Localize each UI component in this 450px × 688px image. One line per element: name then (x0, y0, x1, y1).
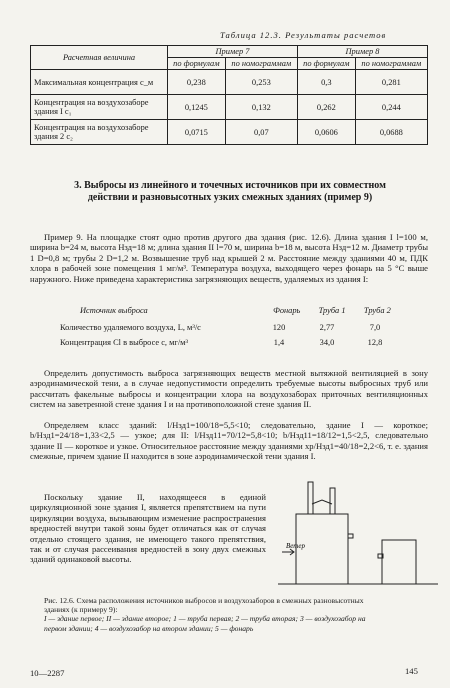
pipe-two (330, 488, 335, 514)
figure-caption-title: Рис. 12.6. Схема расположения источников выбросов и воздухозаборов в смежных разновысотных зданиях (к примеру 9): (44, 596, 364, 615)
paragraph-circulation: Поскольку здание II, находящееся в единой циркуляционной зоне здания I, является препятствием на пути циркуляции воздуха, вызывающим изменение распространения вредностей внутри такой зоны будет отличаться как от случая отдельно стоящего здания, не имеющего такого препятствия, так и от случая рассеивания вредностей в зону двух смежных зданий одинаковой высоты. (30, 492, 266, 565)
footer-signature: 10—2287 (30, 668, 65, 678)
src-cell: 34,0 (319, 338, 335, 347)
lantern-roof (312, 500, 332, 504)
cell: 0,1245 (168, 95, 226, 120)
subheader-nomogram: по номограммам (225, 58, 297, 70)
src-cell: 120 (272, 323, 286, 332)
figure-legend: I — здание первое; II — здание второе; 1 — труба первая; 2 — труба вторая; 3 — воздухозабор на первом здании; 4 — воздухозабор на втором здании; 5 — фонарь (44, 614, 366, 633)
row-label: Концентрация на воздухозаборе здания 2 c₂ (31, 120, 168, 145)
table-row (31, 70, 428, 95)
cell: 0,0715 (168, 120, 226, 145)
subheader-formulas: по формулам (297, 58, 355, 70)
cell: 0,0606 (297, 120, 355, 145)
sources-table (60, 306, 400, 347)
cell: 0,281 (355, 70, 427, 95)
page-number: 145 (405, 666, 418, 676)
src-header: Труба 1 (318, 306, 346, 315)
figure-12-6 (278, 474, 438, 604)
paragraph-task: Определить допустимость выброса загрязняющих веществ местной вытяжной вентиляцией в зону аэродинамической тени, а в случае недопустимости определить требуемые высоты выбросных труб или рассчитать факельные выбросы и концентрации хлора на воздухозаборах приточных вентиляционных систем на заветренной стене здания I и на противоположной стене здания II. (30, 368, 428, 410)
src-header: Источник выброса (80, 306, 148, 315)
col-header-example8: Пример 8 (297, 46, 427, 58)
src-row-label: Количество удаляемого воздуха, L, м³/с (60, 323, 201, 332)
cell: 0,238 (168, 70, 226, 95)
subheader-formulas: по формулам (168, 58, 226, 70)
results-table (30, 45, 428, 145)
cell: 0,0688 (355, 120, 427, 145)
src-cell: 1,4 (273, 338, 285, 347)
air-intake-one (348, 534, 353, 538)
pipe-one (308, 482, 313, 514)
table-row (31, 95, 428, 120)
src-header: Труба 2 (363, 306, 391, 315)
cell: 0,07 (225, 120, 297, 145)
src-header: Фонарь (273, 306, 301, 315)
col-header-name: Расчетная величина (31, 46, 168, 70)
table-row (31, 120, 428, 145)
cell: 0,244 (355, 95, 427, 120)
src-row-label: Концентрация Cl в выбросе c, мг/м³ (60, 338, 188, 347)
building-two (382, 540, 416, 584)
cell: 0,253 (225, 70, 297, 95)
col-header-example7: Пример 7 (168, 46, 298, 58)
paragraph-classification: Определяем класс зданий: l/Hзд1=100/18=5,5<10; следовательно, здание I — короткое; b/Hзд1=24/18=1,33<2,5 — узкое; для II: l/Hзд11=70/12=5,8<10; b/Hзд11=18/12=1,5<2,5, следовательно здание II — короткое и узкое. Относительное расстояние между зданиями xp/Hзд1=40/18=2,2<6, т. е. здания смежные, причем здание II находится в зоне аэродинамической тени здания I. (30, 420, 428, 462)
paragraph-example9: Пример 9. На площадке стоят одно против другого два здания (рис. 12.6). Длина здания I l=100 м, ширина b=24 м, высота Hзд=18 м; длина здания II l=70 м, ширина b=18 м, высота Hзд=12 м. Диаметр трубы 1 D=0,8 м; трубы 2 D=1,2 м. Возвышение труб над крышей 2 м. Расстояние между зданиями 40 м, ПДК хлора в рабочей зоне помещения 1 мг/м³. Температура воздуха, выходящего через фонарь на 5 °С выше наружного. Ниже приведена характеристика загрязняющих веществ, удаляемых из здания I: (30, 232, 428, 284)
cell: 0,3 (297, 70, 355, 95)
row-label: Максимальная концентрация c_м (31, 70, 168, 95)
section-heading: 3. Выбросы из линейного и точечных источников при их совместном действии и разновысотных узких смежных зданиях (пример 9) (74, 180, 386, 203)
table-caption: Таблица 12.3. Результаты расчетов (220, 30, 387, 40)
src-cell: 2,77 (319, 323, 335, 332)
subheader-nomogram: по номограммам (355, 58, 427, 70)
cell: 0,262 (297, 95, 355, 120)
wind-label: Ветер (286, 542, 305, 550)
cell: 0,132 (225, 95, 297, 120)
src-cell: 12,8 (367, 338, 383, 347)
src-cell: 7,0 (369, 323, 381, 332)
row-label: Концентрация на воздухозаборе здания I c₁ (31, 95, 168, 120)
figure-caption (44, 596, 374, 633)
